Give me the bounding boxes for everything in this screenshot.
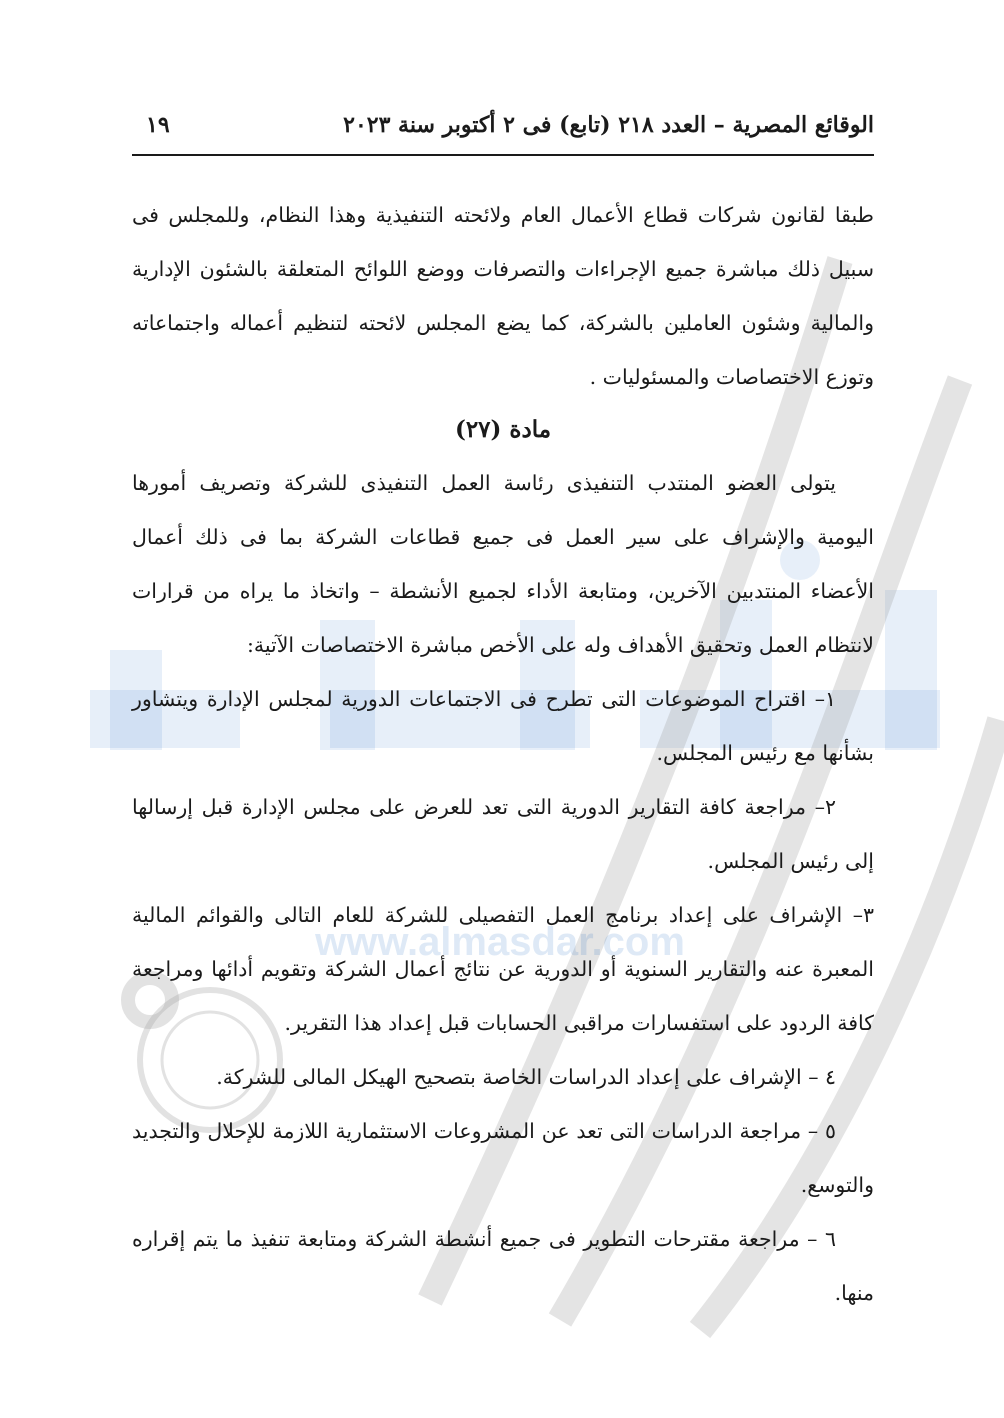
list-item: ١– اقتراح الموضوعات التى تطرح فى الاجتماعات الدورية لمجلس الإدارة ويتشاور بشأنها مع رئيس المجلس. bbox=[132, 687, 874, 765]
watermark-url-text: www.almasdar.com bbox=[315, 920, 685, 964]
list-item: ٦ – مراجعة مقترحات التطوير فى جميع أنشطة الشركة ومتابعة تنفيذ ما يتم إقراره منها. bbox=[132, 1227, 874, 1305]
page-content bbox=[132, 188, 874, 1320]
list-item: ٢– مراجعة كافة التقارير الدورية التى تعد للعرض على مجلس الإدارة قبل إرسالها إلى رئيس المجلس. bbox=[132, 795, 874, 873]
page-number: ١٩ bbox=[146, 112, 170, 138]
list-item: ٤ – الإشراف على إعداد الدراسات الخاصة بتصحيح الهيكل المالى للشركة. bbox=[216, 1065, 836, 1089]
article-paragraph: يتولى العضو المنتدب التنفيذى رئاسة العمل التنفيذى للشركة وتصريف أمورها اليومية والإشراف على سير العمل فى جميع قطاعات الشركة بما فى ذلك أعمال الأعضاء المنتدبين الآخرين، ومتابعة الأداء لجميع الأنشطة – واتخاذ ما يراه من قرارات لانتظام العمل وتحقيق الأهداف وله على الأخص مباشرة الاختصاصات الآتية: bbox=[132, 471, 874, 657]
intro-paragraph: طبقا لقانون شركات قطاع الأعمال العام ولائحته التنفيذية وهذا النظام، وللمجلس فى سبيل ذلك مباشرة جميع الإجراءات والتصرفات ووضع اللوائح المتعلقة بالشئون الإدارية والمالية وشئون العاملين بالشركة، كما يضع المجلس لائحته لتنظيم أعماله واجتماعاته وتوزع الاختصاصات والمسئوليات . bbox=[132, 203, 874, 389]
header-title: الوقائع المصرية – العدد ٢١٨ (تابع) فى ٢ أكتوبر سنة ٢٠٢٣ bbox=[343, 112, 874, 138]
page-header bbox=[132, 108, 874, 156]
article-title: مادة (٢٧) bbox=[454, 416, 552, 443]
list-item: ٥ – مراجعة الدراسات التى تعد عن المشروعات الاستثمارية اللازمة للإحلال والتجديد والتوسع. bbox=[132, 1119, 874, 1197]
list-item: ٣– الإشراف على إعداد برنامج العمل التفصيلى للشركة للعام التالى والقوائم المالية المعبرة عنه والتقارير السنوية أو الدورية عن نتائج أعمال الشركة وتقويم أدائها ومراجعة كافة الردود على استفسارات مراقبى الحسابات قبل إعداد هذا التقرير. bbox=[132, 903, 874, 1035]
